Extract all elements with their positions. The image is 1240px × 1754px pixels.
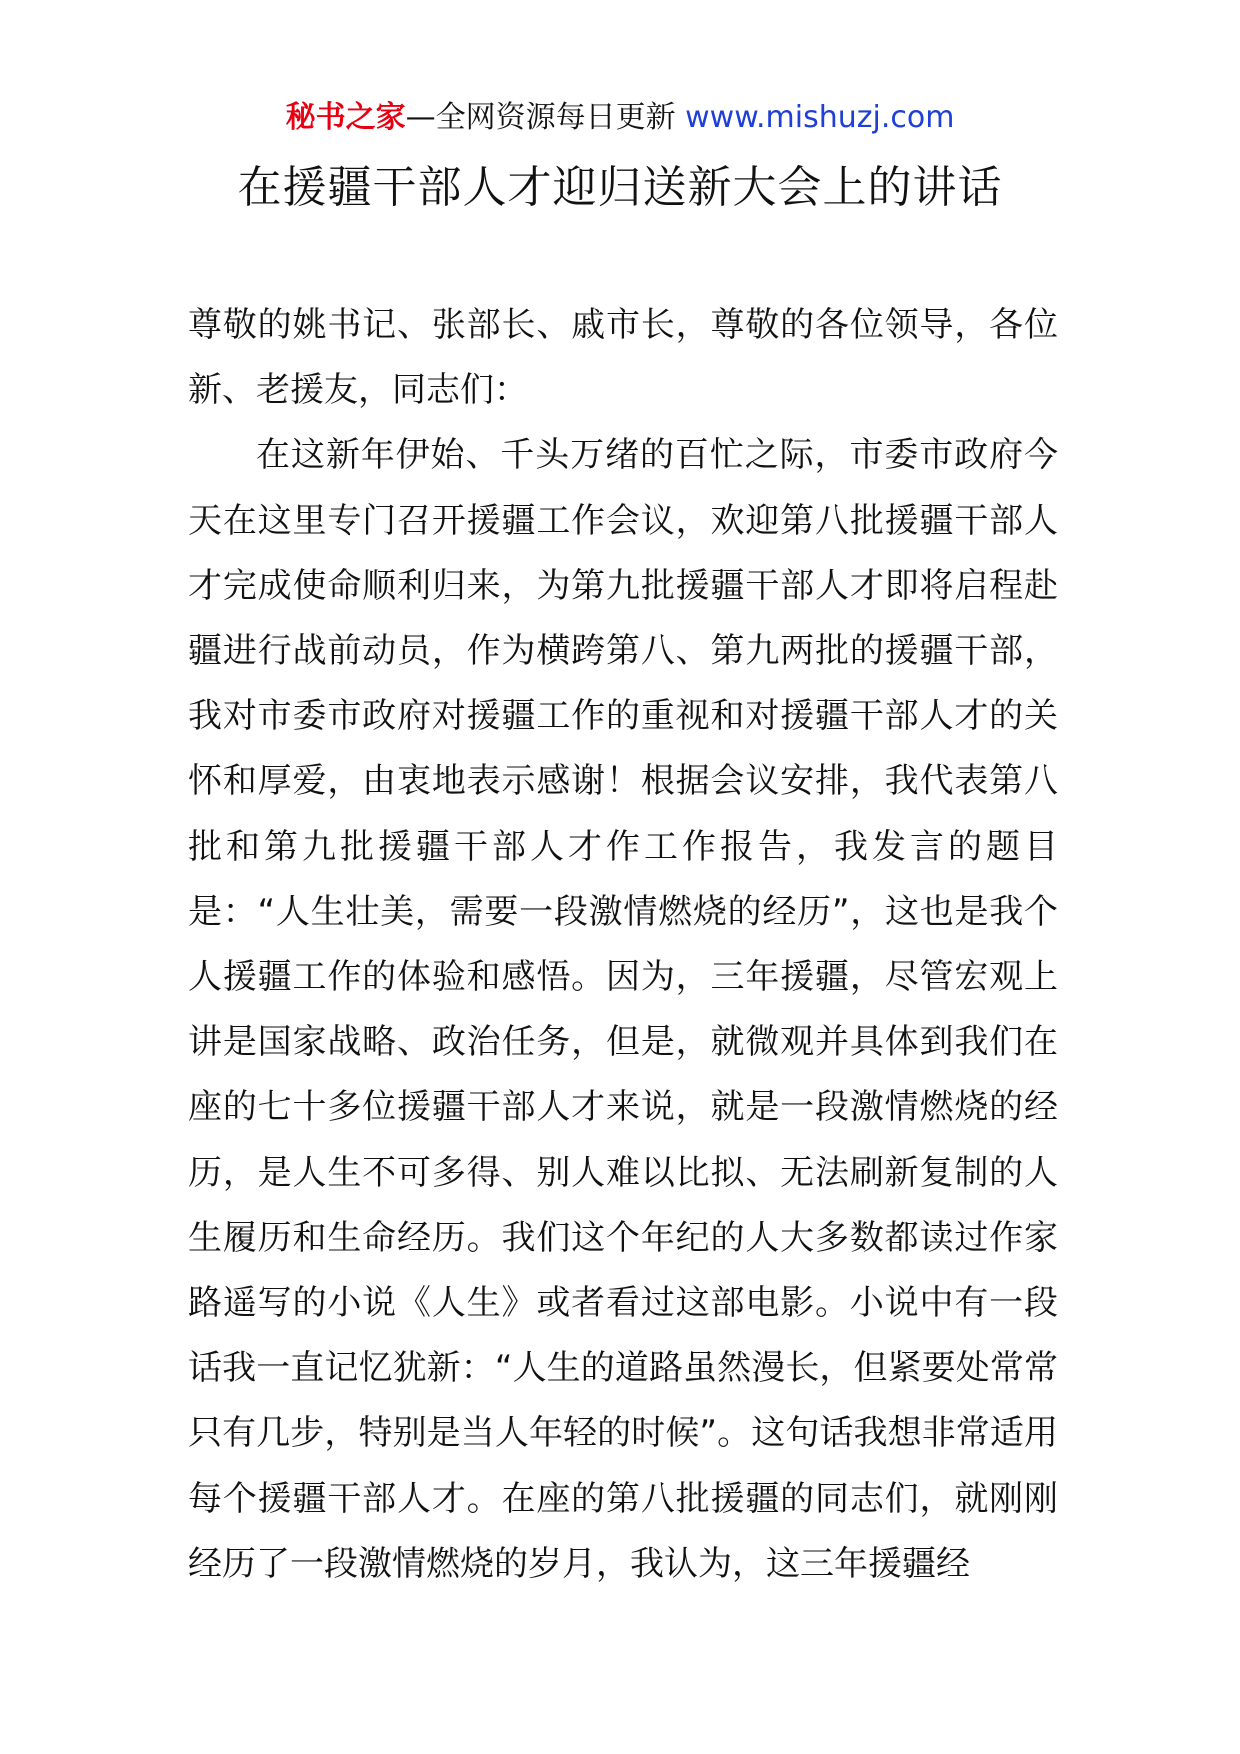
site-header: [0, 98, 1240, 138]
document-body: [188, 293, 1058, 1597]
site-url-link[interactable]: www.mishuzj.com: [685, 100, 955, 135]
site-tagline: —全网资源每日更新: [405, 100, 676, 135]
document-title: 在援疆干部人才迎归送新大会上的讲话: [237, 162, 1003, 213]
site-brand: 秘书之家: [285, 100, 406, 135]
body-paragraph: 在这新年伊始、千头万绪的百忙之际，市委市政府今天在这里专门召开援疆工作会议，欢迎第八批援疆干部人才完成使命顺利归来，为第九批援疆干部人才即将启程赴疆进行战前动员，作为横跨第八、第九两批的援疆干部，我对市委市政府对援疆工作的重视和对援疆干部人才的关怀和厚爱，由衷地表示感谢！根据会议安排，我代表第八批和第九批援疆干部人才作工作报告，我发言的题目是：“人生壮美，需要一段激情燃烧的经历”，这也是我个人援疆工作的体验和感悟。因为，三年援疆，尽管宏观上讲是国家战略、政治任务，但是，就微观并具体到我们在座的七十多位援疆干部人才来说，就是一段激情燃烧的经历，是人生不可多得、别人难以比拟、无法刷新复制的人生履历和生命经历。我们这个年纪的人大多数都读过作家路遥写的小说《人生》或者看过这部电影。小说中有一段话我一直记忆犹新：“人生的道路虽然漫长，但紧要处常常只有几步，特别是当人年轻的时候”。这句话我想非常适用每个援疆干部人才。在座的第八批援疆的同志们，就刚刚经历了一段激情燃烧的岁月，我认为，这三年援疆经: [188, 435, 1058, 1584]
salutation-paragraph: 尊敬的姚书记、张部长、戚市长，尊敬的各位领导，各位新、老援友，同志们：: [188, 305, 1058, 411]
